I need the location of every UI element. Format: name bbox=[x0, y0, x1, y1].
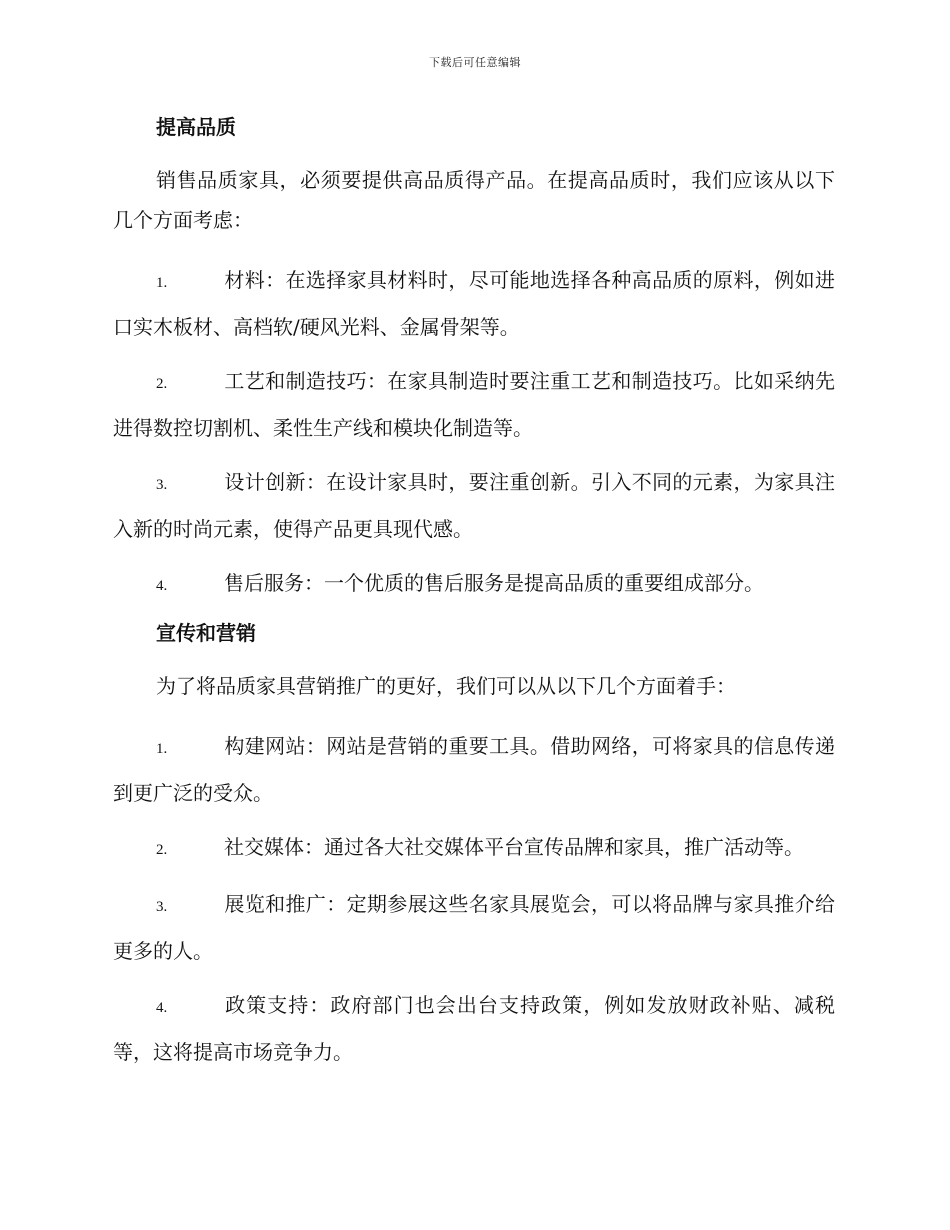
list-text: 构建网站：网站是营销的重要工具。借助网络，可将家具的信息传递到更广泛的受众。 bbox=[113, 734, 835, 805]
list-text: 展览和推广：定期参展这些名家具展览会，可以将品牌与家具推介给更多的人。 bbox=[113, 892, 835, 963]
section-intro-quality: 销售品质家具，必须要提供高品质得产品。在提高品质时，我们应该从以下几个方面考虑： bbox=[113, 168, 835, 232]
list-item bbox=[113, 724, 835, 815]
list-number: 2. bbox=[156, 842, 168, 858]
list-item bbox=[113, 825, 835, 872]
list-text: 售后服务：一个优质的售后服务是提高品质的重要组成部分。 bbox=[224, 571, 764, 595]
list-number: 3. bbox=[156, 899, 168, 915]
header-note: 下载后可任意编辑 bbox=[429, 56, 521, 69]
list-item bbox=[113, 882, 835, 973]
list-item bbox=[113, 258, 835, 349]
list-text: 工艺和制造技巧：在家具制造时要注重工艺和制造技巧。比如采纳先进得数控切割机、柔性生产线和模块化制造等。 bbox=[113, 369, 835, 440]
list-number: 2. bbox=[156, 376, 168, 392]
section-intro-marketing: 为了将品质家具营销推广的更好，我们可以从以下几个方面着手： bbox=[156, 674, 736, 698]
list-number: 4. bbox=[156, 578, 168, 594]
list-text: 材料：在选择家具材料时，尽可能地选择各种高品质的原料，例如进口实木板材、高档软/硬风光料、金属骨架等。 bbox=[113, 268, 835, 339]
section-heading-marketing: 宣传和营销 bbox=[156, 621, 256, 645]
list-item bbox=[113, 561, 835, 608]
list-item bbox=[113, 359, 835, 450]
list-text: 设计创新：在设计家具时，要注重创新。引入不同的元素，为家具注入新的时尚元素，使得产品更具现代感。 bbox=[113, 470, 835, 541]
list-number: 1. bbox=[156, 741, 168, 757]
section-heading-quality: 提高品质 bbox=[156, 115, 236, 139]
list-number: 3. bbox=[156, 477, 168, 493]
list-text: 社交媒体：通过各大社交媒体平台宣传品牌和家具，推广活动等。 bbox=[224, 835, 804, 859]
document-body bbox=[113, 112, 835, 1074]
list-item bbox=[113, 460, 835, 551]
list-number: 4. bbox=[156, 1000, 168, 1016]
list-number: 1. bbox=[156, 275, 168, 291]
list-item bbox=[113, 983, 835, 1074]
list-text: 政策支持：政府部门也会出台支持政策，例如发放财政补贴、减税等，这将提高市场竞争力。 bbox=[113, 993, 835, 1064]
